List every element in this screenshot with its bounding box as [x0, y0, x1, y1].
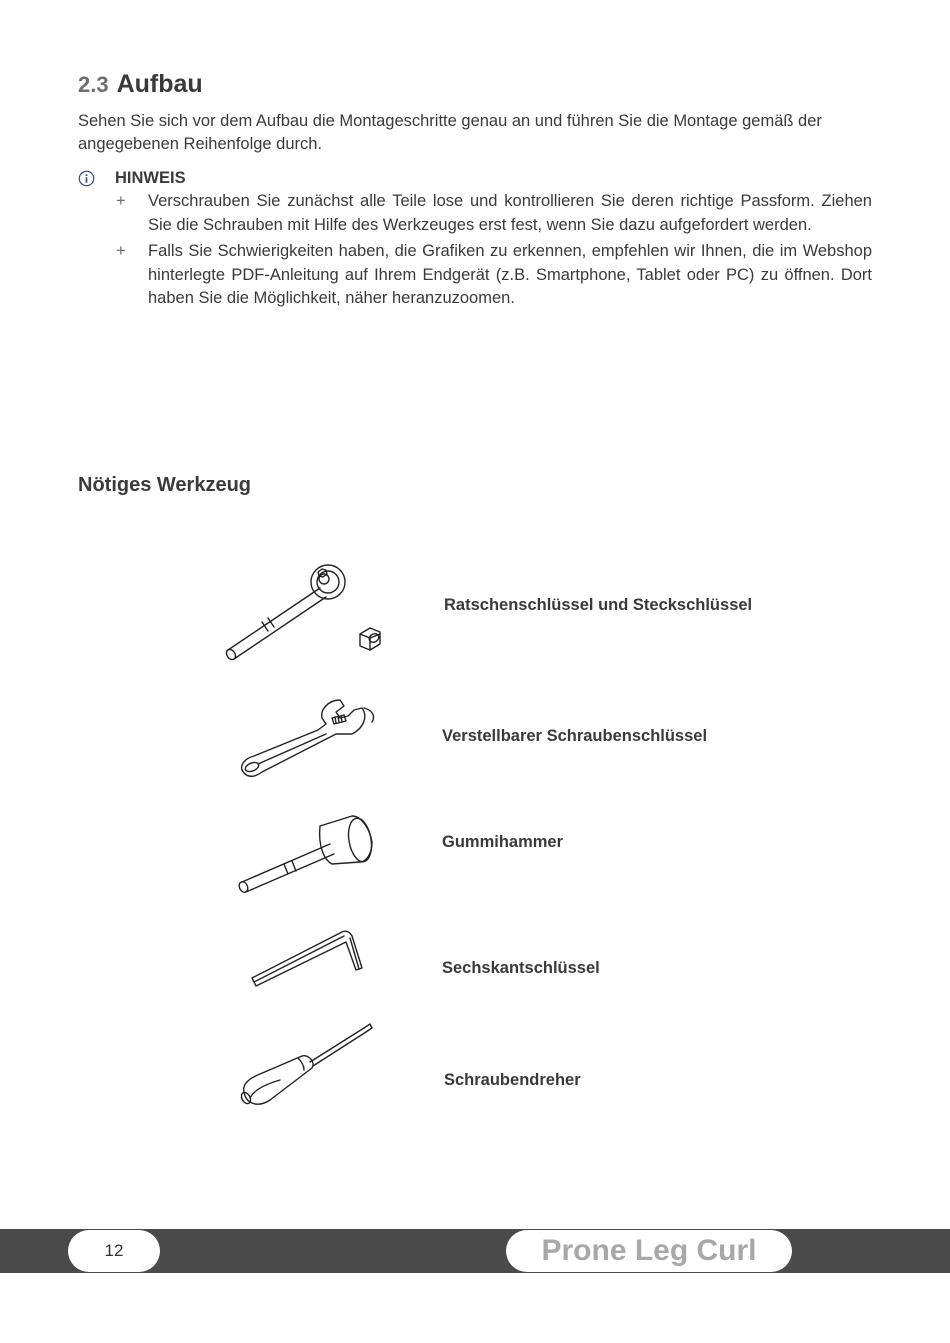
list-item [114, 190, 872, 237]
tool-label-wrench: Verstellbarer Schraubenschlüssel [442, 727, 708, 745]
screwdriver-icon [236, 1018, 382, 1114]
ratchet-icon [218, 558, 398, 670]
tool-label-hexkey: Sechskantschlüssel [442, 959, 600, 977]
adjustable-wrench-icon [236, 694, 388, 786]
hex-key-icon [246, 924, 368, 990]
rubber-mallet-icon [232, 806, 382, 900]
hinweis-list [114, 190, 872, 314]
plus-bullet: + [116, 242, 126, 260]
section-number: 2.3 [78, 72, 109, 97]
tools-heading: Nötiges Werkzeug [78, 474, 251, 496]
intro-paragraph: Sehen Sie sich vor dem Aufbau die Montageschritte genau an und führen Sie die Montage gemäß der angegebenen Reihenfolge durch. [78, 112, 822, 153]
note-text: Verschrauben Sie zunächst alle Teile lose und kontrollieren Sie deren richtige Passform. Ziehen Sie die Schrauben mit Hilfe des Werkzeuges erst fest, wenn Sie dazu aufgefordert werden. [148, 192, 872, 234]
page-number: 12 [68, 1230, 160, 1272]
section-title: Aufbau [116, 70, 203, 98]
tool-label-screwdriver: Schraubendreher [444, 1071, 581, 1089]
plus-bullet: + [116, 192, 126, 210]
tool-label-ratchet: Ratschenschlüssel und Steckschlüssel [444, 596, 753, 614]
hinweis-header [78, 169, 186, 188]
info-icon [78, 170, 95, 187]
tool-label-mallet: Gummihammer [442, 833, 564, 851]
hinweis-label: HINWEIS [115, 169, 186, 187]
list-item [114, 240, 872, 311]
product-title: Prone Leg Curl [506, 1230, 792, 1272]
note-text: Falls Sie Schwierigkeiten haben, die Grafiken zu erkennen, empfehlen wir Ihnen, die im Webshop hinterlegte PDF-Anleitung auf Ihrem Endgerät (z.B. Smartphone, Tablet oder PC) zu öffnen. Dort haben Sie die Möglichkeit, näher heranzuzoomen. [148, 242, 872, 307]
section-heading [78, 70, 203, 99]
